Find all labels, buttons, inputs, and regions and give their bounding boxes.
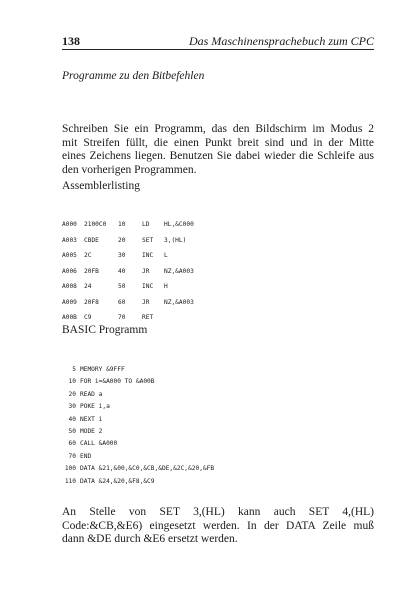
basic-line-number: 20	[68, 390, 76, 398]
basic-heading: BASIC Programm	[62, 324, 148, 336]
basic-row	[62, 376, 382, 388]
assembler-line-number: 60	[118, 298, 126, 306]
basic-statement: END	[80, 452, 92, 460]
assembler-mnemonic: JR	[142, 298, 150, 306]
page-number: 138	[62, 34, 80, 48]
outro-line: Code:&CB,&E6) eingesetzt werden. In der DATA Zeile muß	[62, 519, 374, 532]
assembler-mnemonic: JR	[142, 267, 150, 275]
assembler-operand: HL,&C000	[164, 221, 194, 228]
assembler-operand: 3,(HL)	[164, 236, 187, 244]
assembler-row	[62, 279, 382, 295]
assembler-row	[62, 233, 382, 249]
assembler-line-number: 70	[118, 314, 126, 321]
basic-statement: POKE i,a	[80, 403, 110, 411]
assembler-row	[62, 248, 382, 264]
basic-row	[62, 451, 382, 463]
basic-statement: DATA &24,&20,&F8,&C9	[80, 477, 155, 485]
basic-line-number: 30	[68, 403, 76, 411]
outro-line: dann &DE durch &E6 ersetzt werden.	[62, 533, 238, 545]
intro-line: eines Zeichens liegen. Benutzen Sie dabei wieder die Schleife aus	[62, 150, 374, 162]
basic-statement: MODE 2	[80, 427, 103, 435]
basic-statement: MEMORY &9FFF	[80, 366, 125, 373]
outro-line: An Stelle von SET 3,(HL) kann auch SET 4,(HL)	[62, 506, 374, 518]
outro-paragraph	[62, 506, 374, 547]
assembler-mnemonic: INC	[142, 283, 154, 290]
running-title: Das Maschinensprachebuch zum CPC	[189, 34, 374, 48]
assembler-opcode-bytes: 24	[84, 283, 92, 290]
basic-line-number: 70	[68, 452, 76, 460]
assembler-mnemonic: LD	[142, 221, 150, 228]
basic-row	[62, 463, 382, 475]
assembler-address: A000	[62, 221, 77, 228]
basic-line-number: 60	[68, 440, 76, 448]
basic-listing	[62, 364, 382, 488]
basic-row	[62, 401, 382, 413]
basic-statement: FOR i=&A000 TO &A00B	[80, 378, 155, 386]
basic-line-number: 50	[68, 427, 76, 435]
basic-row	[62, 426, 382, 438]
section-title: Programme zu den Bitbefehlen	[62, 70, 205, 82]
assembler-line-number: 30	[118, 252, 126, 259]
assembler-address: A003	[62, 236, 77, 244]
basic-line-number: 5	[72, 366, 76, 373]
assembler-operand: H	[164, 283, 168, 290]
basic-row	[62, 389, 382, 401]
intro-line: Schreiben Sie ein Programm, das den Bildschirm im Modus 2	[62, 123, 374, 135]
assembler-address: A005	[62, 252, 77, 259]
basic-line-number: 100	[64, 465, 76, 473]
assembler-line-number: 20	[118, 236, 126, 244]
assembler-address: A008	[62, 283, 77, 290]
assembler-line-number: 10	[118, 221, 126, 228]
page-header	[62, 35, 374, 50]
assembler-address: A00B	[62, 314, 77, 321]
assembler-address: A009	[62, 298, 77, 306]
assembler-opcode-bytes: 2C	[84, 252, 92, 259]
assembler-row	[62, 295, 382, 311]
basic-row	[62, 438, 382, 450]
assembler-mnemonic: RET	[142, 314, 154, 321]
basic-line-number: 110	[64, 477, 76, 485]
basic-row	[62, 414, 382, 426]
basic-statement: CALL &A000	[80, 440, 118, 448]
basic-line-number: 10	[68, 378, 76, 386]
assembler-operand: NZ,&A003	[164, 267, 194, 275]
assembler-operand: L	[164, 252, 168, 259]
basic-line-number: 40	[68, 415, 76, 423]
assembler-opcode-bytes: 20F8	[84, 298, 99, 306]
assembler-mnemonic: INC	[142, 252, 154, 259]
assembler-mnemonic: SET	[142, 236, 154, 244]
assembler-line-number: 50	[118, 283, 126, 290]
intro-line: den vorherigen Programmen.	[62, 163, 197, 176]
assembler-address: A006	[62, 267, 77, 275]
assembler-opcode-bytes: 20FB	[84, 267, 99, 275]
intro-paragraph	[62, 123, 374, 177]
assembler-opcode-bytes: 2100C0	[84, 221, 107, 228]
basic-statement: NEXT i	[80, 415, 103, 423]
basic-row	[62, 364, 382, 376]
intro-line: mit Streifen füllt, die einen Punkt breit sind und in der Mitte	[62, 136, 374, 149]
basic-row	[62, 476, 382, 488]
assembler-line-number: 40	[118, 267, 126, 275]
assembler-heading: Assemblerlisting	[62, 180, 140, 192]
assembler-opcode-bytes: CBDE	[84, 236, 99, 244]
basic-statement: DATA &21,&00,&C0,&CB,&DE,&2C,&20,&FB	[80, 465, 215, 473]
assembler-operand: NZ,&A003	[164, 298, 194, 306]
assembler-row	[62, 264, 382, 280]
assembler-opcode-bytes: C9	[84, 314, 92, 321]
basic-statement: READ a	[80, 390, 103, 398]
assembler-row	[62, 217, 382, 233]
assembler-listing	[62, 217, 382, 326]
